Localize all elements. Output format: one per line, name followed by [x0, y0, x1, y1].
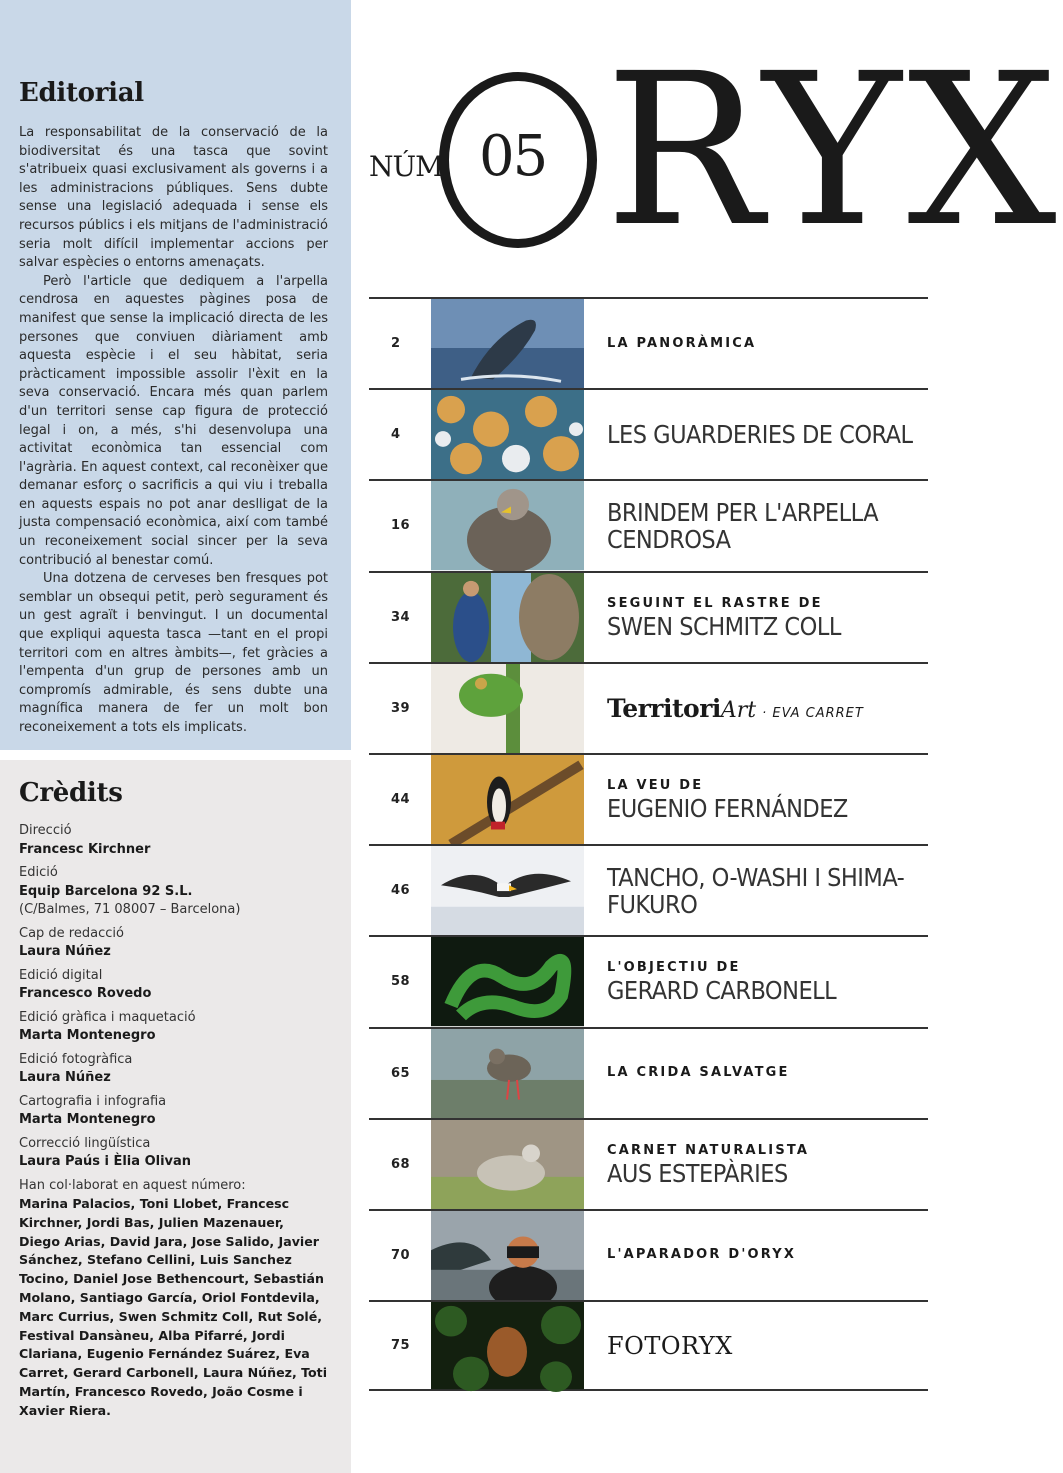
toc-page-number: 46 [391, 883, 411, 899]
fotoryx-logo: FOTORYX [607, 1331, 733, 1360]
toc-page-number: 2 [391, 336, 401, 352]
owl-handler-thumb [431, 573, 584, 662]
toc-page-number: 44 [391, 792, 411, 808]
toc-page-number: 4 [391, 427, 401, 443]
editorial-paragraph: Però l'article que dediquem a l'arpella cendrosa en aquestes pàgines posa de manifest que sense la implicació directa de les persones que conviuen diàriament amb aquesta espècie i el seu hàbitat, seria pràcticament impossible assolir l'èxit en la seva conservació. Encara més quan parlem d'un territori sense cap figura de protecció legal i on, a més, s'hi desenvolupa una activitat econòmica tan essencial com l'agrària. En aquest context, cal reconèixer que demanar esforç o sacrificis a qui viu i treballa en aquests espais no pot anar deslligat de la justa compensació econòmica, així com també un reconeixement social sincer per la seva contribució al benestar comú. [19, 273, 328, 568]
collaborators [19, 1177, 329, 1421]
coral-thumb [431, 390, 584, 479]
toc-page-number: 34 [391, 609, 411, 625]
toc-headline: SWEN SCHMITZ COLL [607, 611, 841, 641]
credit-group [19, 864, 329, 920]
whale-thumb [431, 299, 584, 388]
credit-role: Edició fotogràfica [19, 1051, 133, 1067]
toc-row[interactable] [369, 1027, 928, 1118]
toc-text [607, 937, 927, 1026]
credit-group [19, 1009, 329, 1046]
toc-page-number: 70 [391, 1247, 411, 1263]
toc-headline: TANCHO, O-WASHI I SHIMA-FUKURO [607, 862, 905, 919]
toc-headline: BRINDEM PER L'ARPELLA CENDROSA [607, 497, 879, 554]
credit-group [19, 1093, 329, 1130]
toc-text [607, 573, 927, 662]
forest-thumb [431, 1302, 584, 1389]
credits-panel [0, 760, 351, 1473]
toc-headline: EUGENIO FERNÁNDEZ [607, 794, 848, 824]
credit-name: Laura Núñez [19, 944, 111, 959]
toc-row[interactable] [369, 753, 928, 844]
toc-text [607, 664, 927, 753]
toc-row[interactable] [369, 479, 928, 570]
python-thumb [431, 937, 584, 1026]
toc-text [607, 846, 927, 935]
toc-text [607, 1120, 927, 1209]
credit-name: Francesc Kirchner [19, 841, 151, 857]
editorial-paragraph: Una dotzena de cerveses ben fresques pot semblar un obsequi petit, però segurament és un gest agraït i benvingut. I un documental que expliqui aquesta tasca —tant en el propi territori com en altres àmbits—, fet gràcies a l'empenta d'un grup de persones amb un compromís admirable, és sens dubte una magnífica manera de fer un molt bon reconeixement a tots els implicats. [19, 571, 328, 735]
toc-text [607, 481, 927, 570]
toc-row[interactable] [369, 1118, 928, 1209]
credit-role: Edició [19, 865, 58, 880]
toc-kicker: L'APARADOR D'ORYX [607, 1247, 797, 1263]
credit-role: Edició digital [19, 967, 103, 983]
issue-number: 05 [479, 124, 547, 189]
toc-text [607, 390, 927, 479]
redshank-thumb [431, 1029, 584, 1118]
toc-text [607, 299, 927, 388]
toc-page-number: 58 [391, 974, 411, 990]
toc-kicker: CARNET NATURALISTA [607, 1142, 810, 1158]
toc-kicker: SEGUINT EL RASTRE DE [607, 595, 823, 611]
credit-name: Marta Montenegro [19, 1112, 156, 1127]
editorial-paragraph: La responsabilitat de la conservació de la biodiversitat és una tasca que sovint s'atribueix quasi exclusivament als governs i a les administracions públiques. Sens dubte sense una legislació adequada i sense els recursos públics i els mitjans de l'administració seria molt difícil implementar accions per salvar espècies o entorns amenaçats. [19, 125, 328, 271]
eagle-thumb [431, 846, 584, 935]
toc-headline: AUS ESTEPÀRIES [607, 1158, 788, 1188]
credit-role: Cartografia i infografia [19, 1093, 167, 1109]
territori-art-logo [607, 694, 927, 723]
credit-name: Laura Paús i Èlia Olivan [19, 1154, 192, 1169]
toc-page-number: 39 [391, 700, 411, 716]
toc-row[interactable] [369, 571, 928, 662]
toc-headline: LES GUARDERIES DE CORAL [607, 420, 913, 450]
toc-row[interactable] [369, 297, 928, 388]
toc-text [607, 1302, 927, 1389]
editorial-title: Editorial [19, 78, 144, 108]
toc-kicker: L'OBJECTIU DE [607, 960, 741, 976]
issue-label: NÚM. [369, 150, 451, 183]
credit-role: Direcció [19, 823, 72, 838]
toc-page-number: 75 [391, 1338, 411, 1354]
toc-kicker: LA CRIDA SALVATGE [607, 1065, 790, 1081]
credit-group [19, 1051, 329, 1088]
territori-main: Territori [607, 693, 721, 723]
territori-art: Art [720, 697, 757, 723]
credits-title: Crèdits [19, 778, 123, 808]
logo-wordmark: RYX [605, 28, 1063, 273]
credit-group [19, 925, 329, 962]
binoculars-thumb [431, 1211, 584, 1300]
credit-group [19, 822, 329, 859]
toc-row[interactable] [369, 935, 928, 1026]
credit-group [19, 1135, 329, 1172]
collab-role: Han col·laborat en aquest número: [19, 1177, 246, 1193]
credit-name: Equip Barcelona 92 S.L. [19, 883, 193, 899]
credit-name: Francesco Rovedo [19, 986, 152, 1001]
toc-kicker: LA VEU DE [607, 778, 704, 794]
sandgrouse-thumb [431, 1120, 584, 1209]
toc-kicker: LA PANORÀMICA [607, 335, 757, 351]
toc-row[interactable] [369, 1209, 928, 1300]
masthead [351, 0, 1063, 300]
table-of-contents [369, 297, 928, 1391]
toc-row[interactable] [369, 1300, 928, 1391]
credit-role: Cap de redacció [19, 925, 124, 941]
credit-note: (C/Balmes, 71 08007 – Barcelona) [19, 902, 241, 917]
toc-page-number: 65 [391, 1065, 411, 1081]
harrier-thumb [431, 481, 584, 570]
toc-row[interactable] [369, 662, 928, 753]
credit-role: Edició gràfica i maquetació [19, 1009, 196, 1025]
toc-page-number: 16 [391, 518, 411, 534]
credit-group [19, 967, 329, 1004]
credit-role: Correcció lingüística [19, 1135, 151, 1151]
territori-author: · EVA CARRET [762, 705, 864, 721]
collab-names: Marina Palacios, Toni Llobet, Francesc Kirchner, Jordi Bas, Julien Mazenauer, Diego Arias, David Jara, Jose Salido, Javier Sánchez, Stefano Cellini, Luis Sanchez Tocino, Daniel Jose Bethencourt, Sebastián Molano, Santiago García, Oriol Fontdevila, Marc Currius, Swen Schmitz Coll, Rut Solé, Festival Dansàneu, Alba Pifarré, Jordi Clariana, Eugenio Fernández Suárez, Eva Carret, Gerard Carbonell, Laura Núñez, Toti Martín, Francesco Rovedo, João Cosme i Xavier Riera. [19, 1196, 328, 1418]
toc-text [607, 1211, 927, 1300]
credit-name: Laura Núñez [19, 1070, 111, 1085]
toc-row[interactable] [369, 388, 928, 479]
toc-headline: GERARD CARBONELL [607, 976, 837, 1006]
toc-page-number: 68 [391, 1156, 411, 1172]
editorial-panel [0, 0, 351, 750]
toc-row[interactable] [369, 844, 928, 935]
toc-text [607, 1029, 927, 1118]
woodpecker-thumb [431, 755, 584, 844]
frog-thumb [431, 664, 584, 753]
credit-list [19, 822, 329, 1172]
toc-text [607, 755, 927, 844]
credit-name: Marta Montenegro [19, 1028, 156, 1043]
